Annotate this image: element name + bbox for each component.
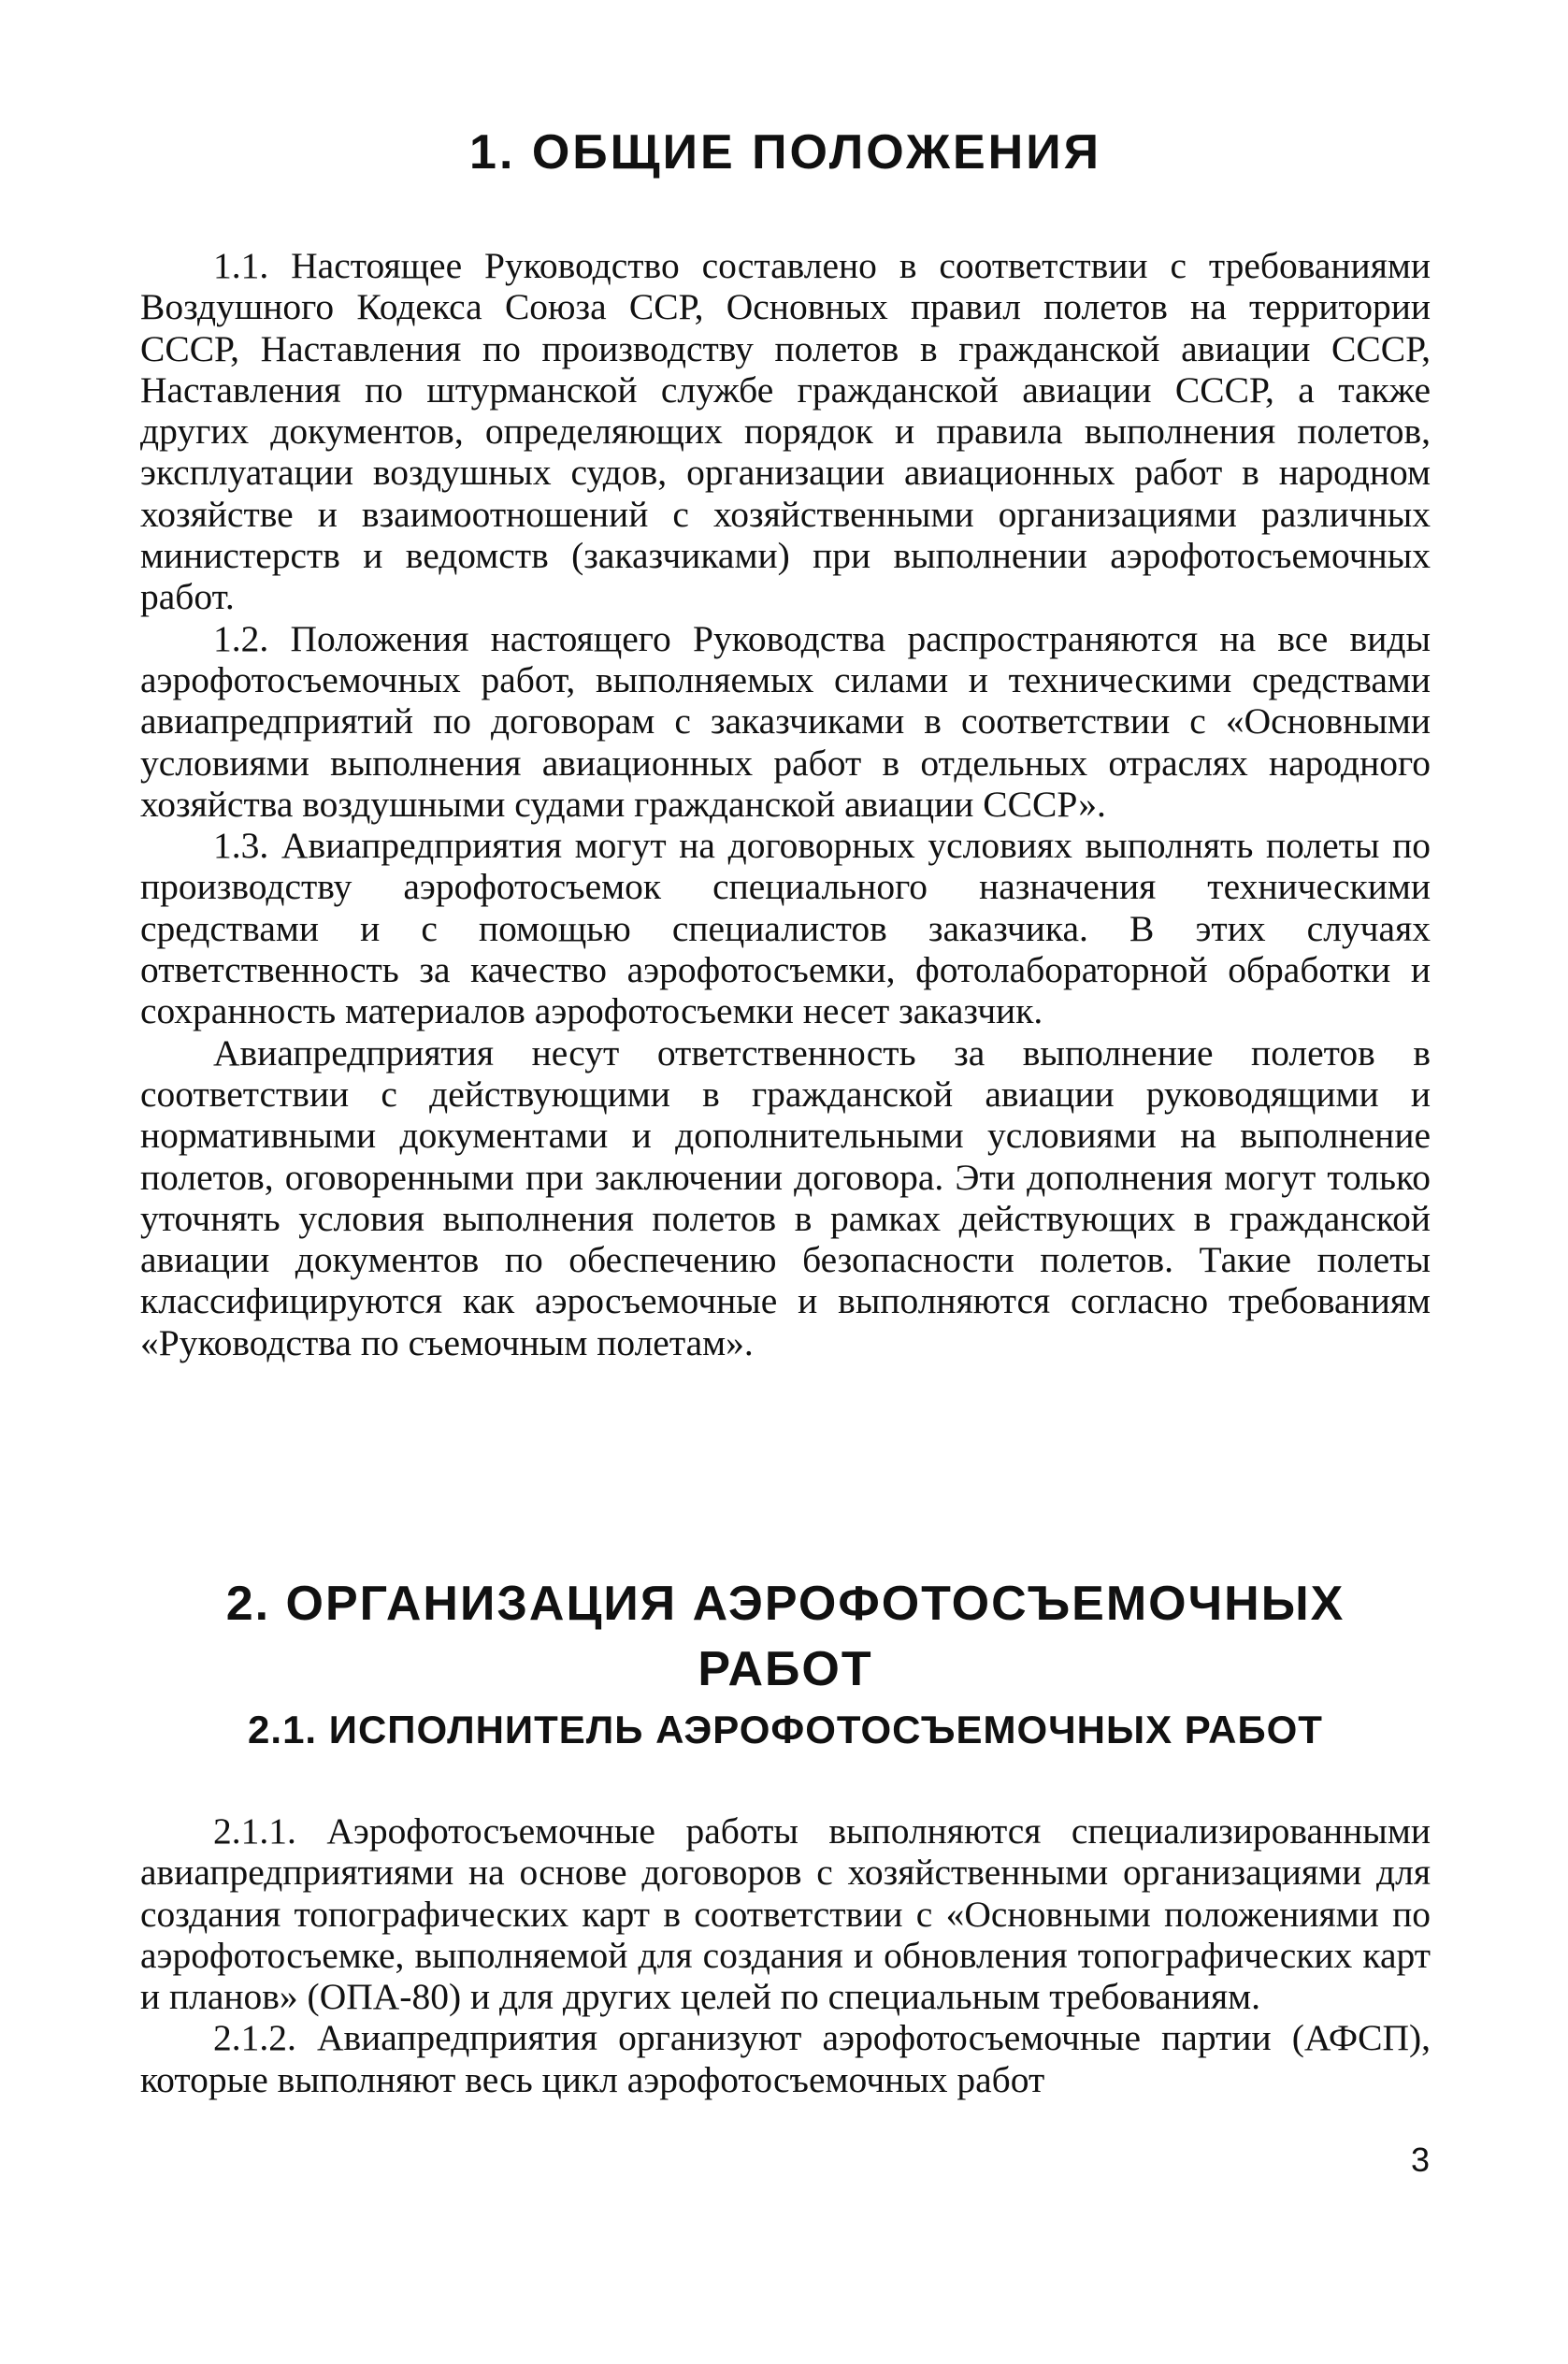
section-2-body — [140, 1810, 1431, 2100]
paragraph-2-1-1: 2.1.1. Аэрофотосъемочные работы выполняются специализированными авиапредприятиями на основе договоров с хозяйственными организациями для создания топографических карт в соответствии с «Основными положениями по аэрофотосъемке, выполняемой для создания и обновления топографических карт и планов» (ОПА-80) и для других целей по специальным требованиям. — [140, 1810, 1431, 2018]
section-2-heading: 2. ОРГАНИЗАЦИЯ АЭРОФОТОСЪЕМОЧНЫХ РАБОТ — [225, 1577, 1345, 1696]
page-number: 3 — [1410, 2141, 1430, 2179]
paragraph-1-3: 1.3. Авиапредприятия могут на договорных условиях выполнять полеты по производству аэрофотосъемок специального назначения техническими средствами и с помощью специалистов заказчика. В этих случаях ответственность за качество аэрофотосъемки, фотолабораторной обработки и сохранность материалов аэрофотосъемки несет заказчик. — [140, 825, 1431, 1032]
paragraph-1-2: 1.2. Положения настоящего Руководства распространяются на все виды аэрофотосъемочных работ, выполняемых силами и техническими средствами авиапредприятий по договорам с заказчиками в соответствии с «Основными условиями выполнения авиационных работ в отдельных отраслях народного хозяйства воздушными судами гражданской авиации СССР». — [140, 617, 1431, 825]
paragraph-1-1: 1.1. Настоящее Руководство составлено в соответствии с требованиями Воздушного Кодекса Союза ССР, Основных правил полетов на территории СССР, Наставления по производству полетов в гражданской авиации СССР, Наставления по штурманской службе гражданской авиации СССР, а также других документов, определяющих порядок и правила выполнения полетов, эксплуатации воздушных судов, организации авиационных работ в народном хозяйстве и взаимоотношений с хозяйственными организациями различных министерств и ведомств (заказчиками) при выполнении аэрофотосъемочных работ. — [140, 245, 1431, 618]
subsection-2-1-heading: 2.1. ИСПОЛНИТЕЛЬ АЭРОФОТОСЪЕМОЧНЫХ РАБОТ — [248, 1708, 1323, 1751]
section-1-body — [140, 245, 1431, 1363]
section-1-heading: 1. ОБЩИЕ ПОЛОЖЕНИЯ — [469, 125, 1101, 180]
paragraph-2-1-2: 2.1.2. Авиапредприятия организуют аэрофотосъемочные партии (АФСП), которые выполняют весь цикл аэрофотосъемочных работ — [140, 2017, 1431, 2100]
paragraph-1-3-continued: Авиапредприятия несут ответственность за выполнение полетов в соответствии с действующими в гражданской авиации руководящими и нормативными документами и дополнительными условиями на выполнение полетов, оговоренными при заключении договора. Эти дополнения могут только уточнять условия выполнения полетов в рамках действующих в гражданской авиации документов по обеспечению безопасности полетов. Такие полеты классифицируются как аэросъемочные и выполняются согласно требованиям «Руководства по съемочным полетам». — [140, 1031, 1431, 1363]
